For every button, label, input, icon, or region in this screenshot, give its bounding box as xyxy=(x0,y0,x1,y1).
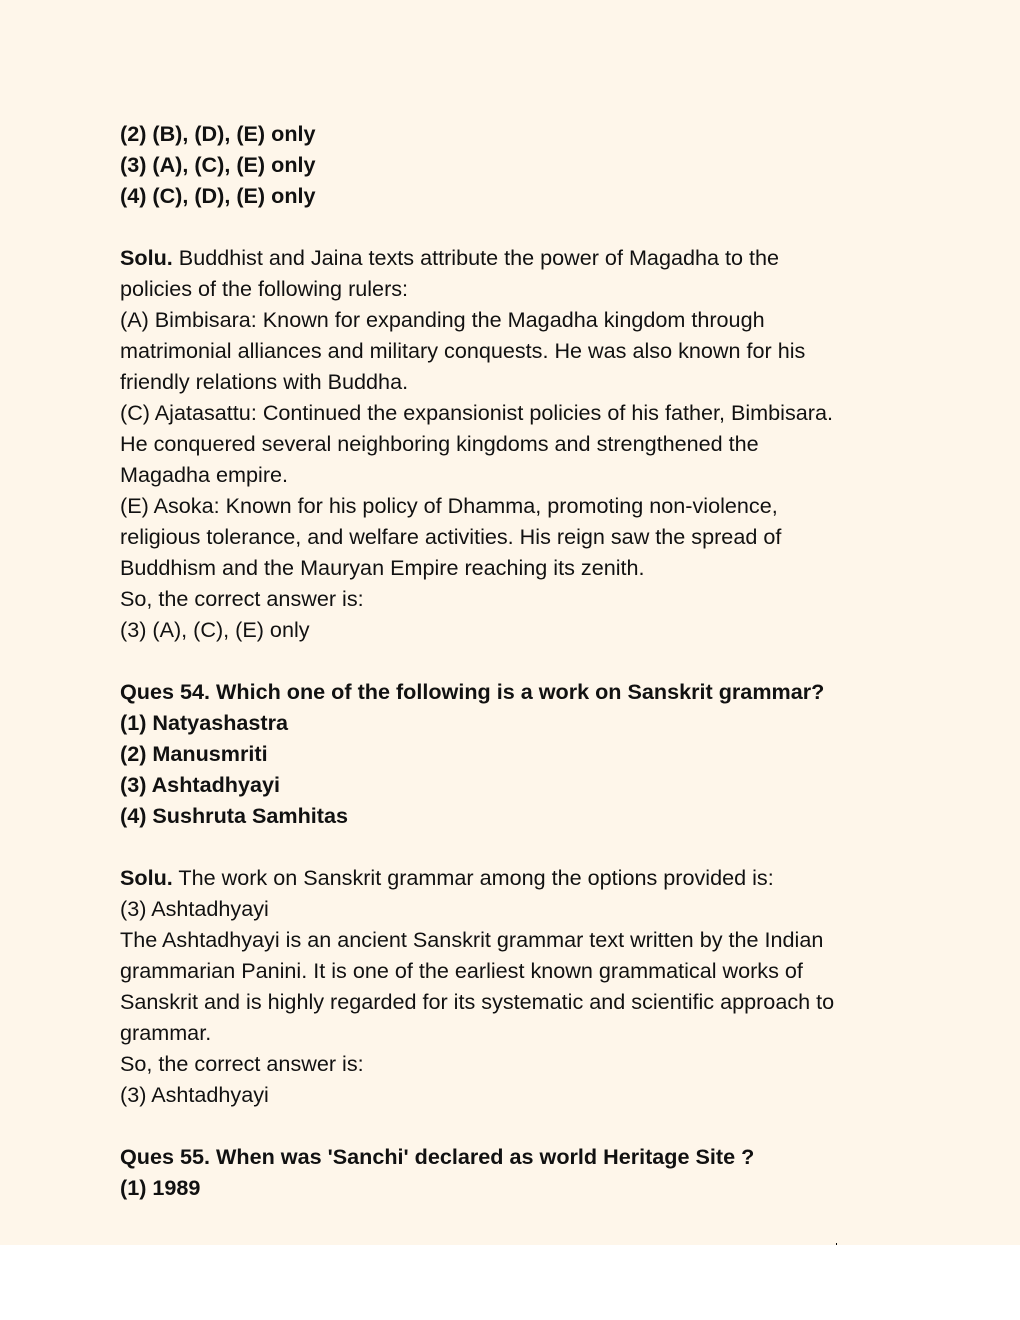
solution-line: He conquered several neighboring kingdoms and strengthened the xyxy=(120,431,759,456)
option: (4) Sushruta Samhitas xyxy=(120,803,348,828)
option: (2) Manusmriti xyxy=(120,741,268,766)
question-55: Ques 55. When was 'Sanchi' declared as world Heritage Site ? xyxy=(120,1144,755,1169)
solution-line: matrimonial alliances and military conquests. He was also known for his xyxy=(120,338,806,363)
solution-line: So, the correct answer is: xyxy=(120,586,364,611)
option: (1) 1989 xyxy=(120,1175,201,1200)
solution-line: policies of the following rulers: xyxy=(120,276,409,301)
option: (3) (A), (C), (E) only xyxy=(120,152,316,177)
option: (2) (B), (D), (E) only xyxy=(120,121,316,146)
solution-line: (3) Ashtadhyayi xyxy=(120,896,269,921)
solution-line: Sanskrit and is highly regarded for its systematic and scientific approach to xyxy=(120,989,835,1014)
solution-line: The Ashtadhyayi is an ancient Sanskrit grammar text written by the Indian xyxy=(120,927,824,952)
solution-answer: (3) Ashtadhyayi xyxy=(120,1082,269,1107)
solution-answer: (3) (A), (C), (E) only xyxy=(120,617,310,642)
solution-line: (A) Bimbisara: Known for expanding the Magadha kingdom through xyxy=(120,307,765,332)
solution-54-first-line xyxy=(120,862,834,893)
option: (4) (C), (D), (E) only xyxy=(120,183,316,208)
solution-line: (E) Asoka: Known for his policy of Dhamma, promoting non-violence, xyxy=(120,493,778,518)
page-mark xyxy=(836,1243,837,1245)
question-54: Ques 54. Which one of the following is a work on Sanskrit grammar? xyxy=(120,679,825,704)
solution-line: Magadha empire. xyxy=(120,462,289,487)
solution-53-first-line xyxy=(120,242,834,273)
option: (1) Natyashastra xyxy=(120,710,289,735)
solution-line: (C) Ajatasattu: Continued the expansionist policies of his father, Bimbisara. xyxy=(120,400,833,425)
page-content xyxy=(120,118,834,1203)
option: (3) Ashtadhyayi xyxy=(120,772,280,797)
solution-line: religious tolerance, and welfare activities. His reign saw the spread of xyxy=(120,524,782,549)
solution-line: friendly relations with Buddha. xyxy=(120,369,409,394)
solution-line: grammarian Panini. It is one of the earliest known grammatical works of xyxy=(120,958,803,983)
solution-line: grammar. xyxy=(120,1020,212,1045)
solution-text: Buddhist and Jaina texts attribute the power of Magadha to the xyxy=(172,245,780,270)
solution-label: Solu. xyxy=(120,245,173,270)
solution-line: Buddhism and the Mauryan Empire reaching its zenith. xyxy=(120,555,645,580)
solution-text: The work on Sanskrit grammar among the options provided is: xyxy=(172,865,774,890)
solution-label: Solu. xyxy=(120,865,173,890)
solution-line: So, the correct answer is: xyxy=(120,1051,364,1076)
